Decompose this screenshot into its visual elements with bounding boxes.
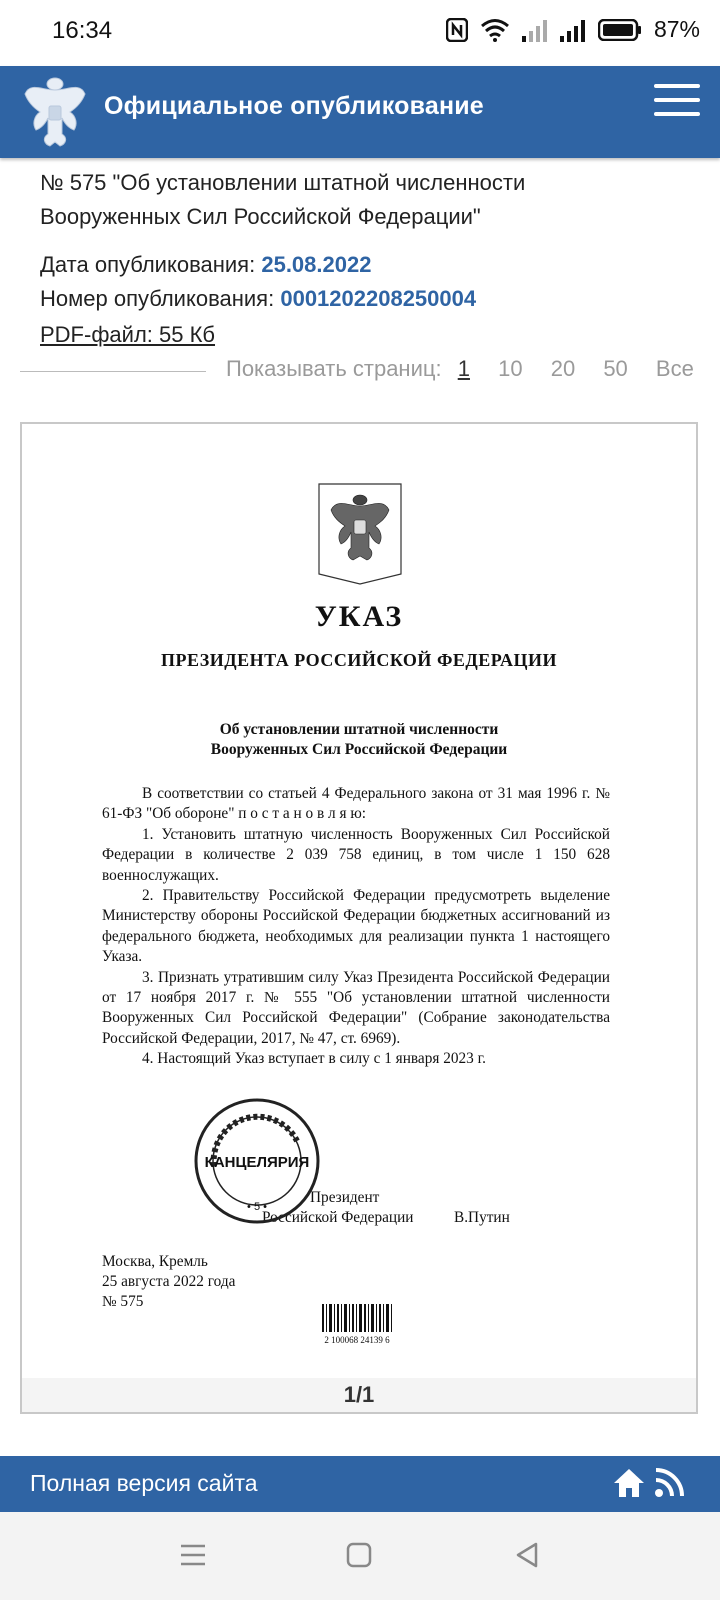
- pub-number-label: Номер опубликования:: [40, 286, 275, 311]
- pub-number: [40, 286, 476, 312]
- signer-name: В.Путин: [454, 1209, 510, 1226]
- home-button-icon[interactable]: [344, 1540, 374, 1570]
- site-footer: [0, 1456, 720, 1512]
- pager-option-1[interactable]: 1: [457, 356, 470, 381]
- back-icon[interactable]: [512, 1540, 542, 1570]
- doc-subject: [22, 720, 696, 760]
- recent-apps-icon[interactable]: [178, 1540, 208, 1570]
- status-time: 16:34: [52, 17, 113, 44]
- pub-date-value: 25.08.2022: [261, 252, 372, 277]
- doc-title-line: № 575 "Об установлении штатной численности: [40, 170, 526, 195]
- battery-icon: [598, 19, 642, 41]
- battery-percent: 87%: [653, 16, 700, 42]
- pager-option-10[interactable]: 10: [498, 356, 523, 381]
- header-title[interactable]: Официальное опубликование: [104, 92, 484, 120]
- home-icon[interactable]: [612, 1466, 646, 1500]
- doc-place-date: [102, 1252, 235, 1312]
- svg-text:• 5 •: • 5 •: [247, 1201, 267, 1213]
- doc-paragraph: В соответствии со статьей 4 Федерального закона от 31 мая 1996 г. № 61-ФЗ "Об обороне" п о с т а н о в л я ю:: [102, 785, 610, 823]
- barcode: [312, 1292, 402, 1346]
- status-bar: [0, 0, 720, 66]
- doc-number: № 575: [102, 1293, 144, 1310]
- barcode-number: 2 100068 24139 6: [324, 1335, 390, 1345]
- coat-of-arms-icon: [317, 482, 403, 586]
- doc-title: [40, 166, 680, 234]
- document-viewer[interactable]: [20, 422, 698, 1414]
- nfc-icon: [446, 18, 468, 42]
- doc-subject-line: Вооруженных Сил Российской Федерации: [210, 741, 508, 758]
- system-nav-bar: [0, 1512, 720, 1600]
- doc-subject-line: Об установлении штатной численности: [219, 721, 499, 738]
- site-header: [0, 66, 720, 158]
- pages-per-view: [226, 356, 694, 382]
- pdf-download-link[interactable]: PDF-файл: 55 Кб: [40, 322, 216, 347]
- wifi-icon: [480, 18, 510, 42]
- rss-icon[interactable]: [654, 1468, 684, 1498]
- doc-body: [102, 784, 610, 1070]
- divider: [20, 371, 206, 372]
- pub-date-label: Дата опубликования:: [40, 252, 256, 277]
- pager-option-all[interactable]: Все: [655, 356, 694, 381]
- hamburger-menu-icon[interactable]: [654, 84, 700, 120]
- document-page: [22, 424, 696, 1382]
- doc-heading: УКАЗ: [314, 600, 404, 633]
- doc-place: Москва, Кремль: [102, 1253, 208, 1270]
- official-stamp: [192, 1096, 322, 1226]
- page-counter: 1/1: [22, 1378, 696, 1412]
- signal-strong-icon: [560, 18, 586, 42]
- pager-option-20[interactable]: 20: [550, 356, 576, 381]
- signer-title-2: Российской Федерации: [262, 1209, 414, 1226]
- doc-title-line: Вооруженных Сил Российской Федерации": [40, 204, 481, 229]
- pager-option-50[interactable]: 50: [603, 356, 628, 381]
- doc-paragraph: 2. Правительству Российской Федерации предусмотреть выделение Министерству обороны Российской Федерации бюджетных ассигнований из федерального бюджета, необходимых для реализации пункта 1 настоящего Указа.: [102, 887, 610, 966]
- pub-date: [40, 252, 371, 278]
- doc-paragraph: 4. Настоящий Указ вступает в силу с 1 января 2023 г.: [142, 1050, 486, 1068]
- status-icons: [446, 16, 700, 43]
- signer-title: Президент: [310, 1189, 380, 1206]
- pub-number-value: 0001202208250004: [280, 286, 477, 311]
- signal-weak-icon: [522, 18, 548, 42]
- doc-paragraph: 1. Установить штатную численность Вооруженных Сил Российской Федерации в количестве 2 039 758 единиц, в том числе 1 150 628 военнослужащих.: [102, 825, 610, 884]
- stamp-label: КАНЦЕЛЯРИЯ: [204, 1154, 310, 1171]
- coat-of-arms-icon[interactable]: [22, 72, 88, 150]
- doc-date: 25 августа 2022 года: [102, 1273, 236, 1290]
- doc-subheading: ПРЕЗИДЕНТА РОССИЙСКОЙ ФЕДЕРАЦИИ: [161, 650, 557, 670]
- doc-paragraph: 3. Признать утратившим силу Указ Президента Российской Федерации от 17 ноября 2017 г. № 555 "Об установлении штатной численности Вооруженных Сил Российской Федерации" (Собрание законодательства Российской Федерации, 2017, № 47, ст. 6969).: [102, 968, 610, 1047]
- pager-label: Показывать страниц:: [226, 356, 442, 381]
- full-version-link[interactable]: Полная версия сайта: [30, 1470, 258, 1496]
